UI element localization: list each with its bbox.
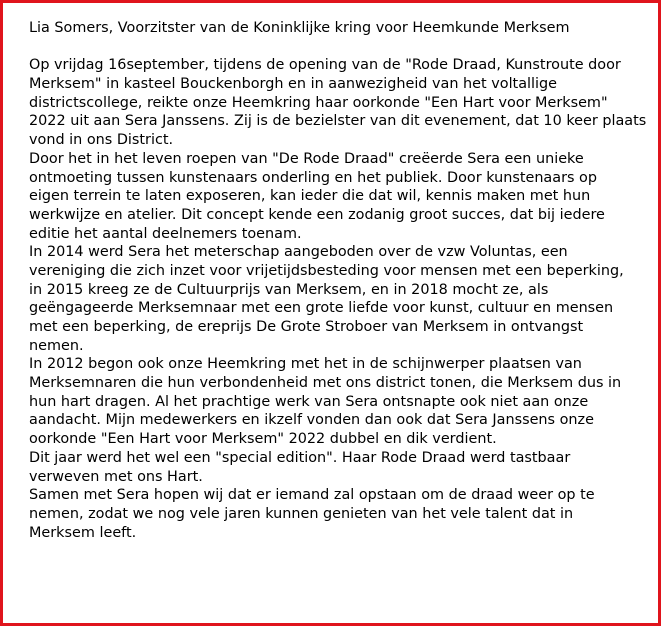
- text-line: verweven met ons Hart.: [29, 468, 203, 485]
- text-line: Merksemnaren die hun verbondenheid met ons district tonen, die Merksem dus in: [29, 375, 622, 392]
- document-body: [29, 19, 654, 542]
- text-line: districtscollege, reikte onze Heemkring haar oorkonde "Een Hart voor Merksem": [29, 94, 608, 111]
- text-line: nemen, zodat we nog vele jaren kunnen genieten van het vele talent dat in: [29, 505, 574, 522]
- text-line: geëngageerde Merksemnaar met een grote liefde voor kunst, cultuur en mensen: [29, 300, 614, 317]
- text-line: In 2012 begon ook onze Heemkring met het in de schijnwerper plaatsen van: [29, 356, 582, 373]
- text-line: met een beperking, de ereprijs De Grote Stroboer van Merksem in ontvangst: [29, 319, 584, 335]
- text-line: werkwijze en atelier. Dit concept kende een zodanig groot succes, dat bij iedere: [29, 206, 605, 223]
- text-line: ontmoeting tussen kunstenaars onderling en het publiek. Door kunstenaars op: [29, 169, 598, 186]
- document-heading: Lia Somers, Voorzitster van de Koninklijke kring voor Heemkunde Merksem: [29, 20, 570, 36]
- text-line: Merksem leeft.: [29, 524, 137, 541]
- text-line: 2022 uit aan Sera Janssens. Zij is de bezielster van dit evenement, dat 10 keer plaats: [29, 113, 647, 130]
- text-line: nemen.: [29, 337, 84, 354]
- text-line: vereniging die zich inzet voor vrijetijdsbesteding voor mensen met een beperking,: [29, 262, 624, 279]
- text-line: Dit jaar werd het wel een "special edition". Haar Rode Draad werd tastbaar: [29, 449, 571, 466]
- text-line: Op vrijdag 16september, tijdens de opening van de "Rode Draad, Kunstroute door: [29, 57, 621, 74]
- text-line: hun hart dragen. Al het prachtige werk van Sera ontsnapte ook niet aan onze: [29, 393, 589, 410]
- paragraph-gap: [29, 38, 654, 57]
- text-line: In 2014 werd Sera het meterschap aangeboden over de vzw Voluntas, een: [29, 244, 568, 261]
- text-line: Merksem" in kasteel Bouckenborgh en in aanwezigheid van het voltallige: [29, 76, 558, 93]
- text-line: oorkonde "Een Hart voor Merksem" 2022 dubbel en dik verdient.: [29, 431, 497, 448]
- text-line: Door het in het leven roepen van "De Rode Draad" creëerde Sera een unieke: [29, 150, 584, 167]
- document-text: [29, 56, 654, 542]
- text-line: vond in ons District.: [29, 132, 174, 149]
- text-line: aandacht. Mijn medewerkers en ikzelf vonden dan ook dat Sera Janssens onze: [29, 412, 594, 429]
- text-line: Samen met Sera hopen wij dat er iemand zal opstaan om de draad weer op te: [29, 487, 595, 504]
- text-line: in 2015 kreeg ze de Cultuurprijs van Merksem, en in 2018 mocht ze, als: [29, 281, 549, 298]
- text-line: editie het aantal deelnemers toenam.: [29, 225, 302, 242]
- text-line: eigen terrein te laten exposeren, kan ieder die dat wil, kennis maken met hun: [29, 188, 591, 205]
